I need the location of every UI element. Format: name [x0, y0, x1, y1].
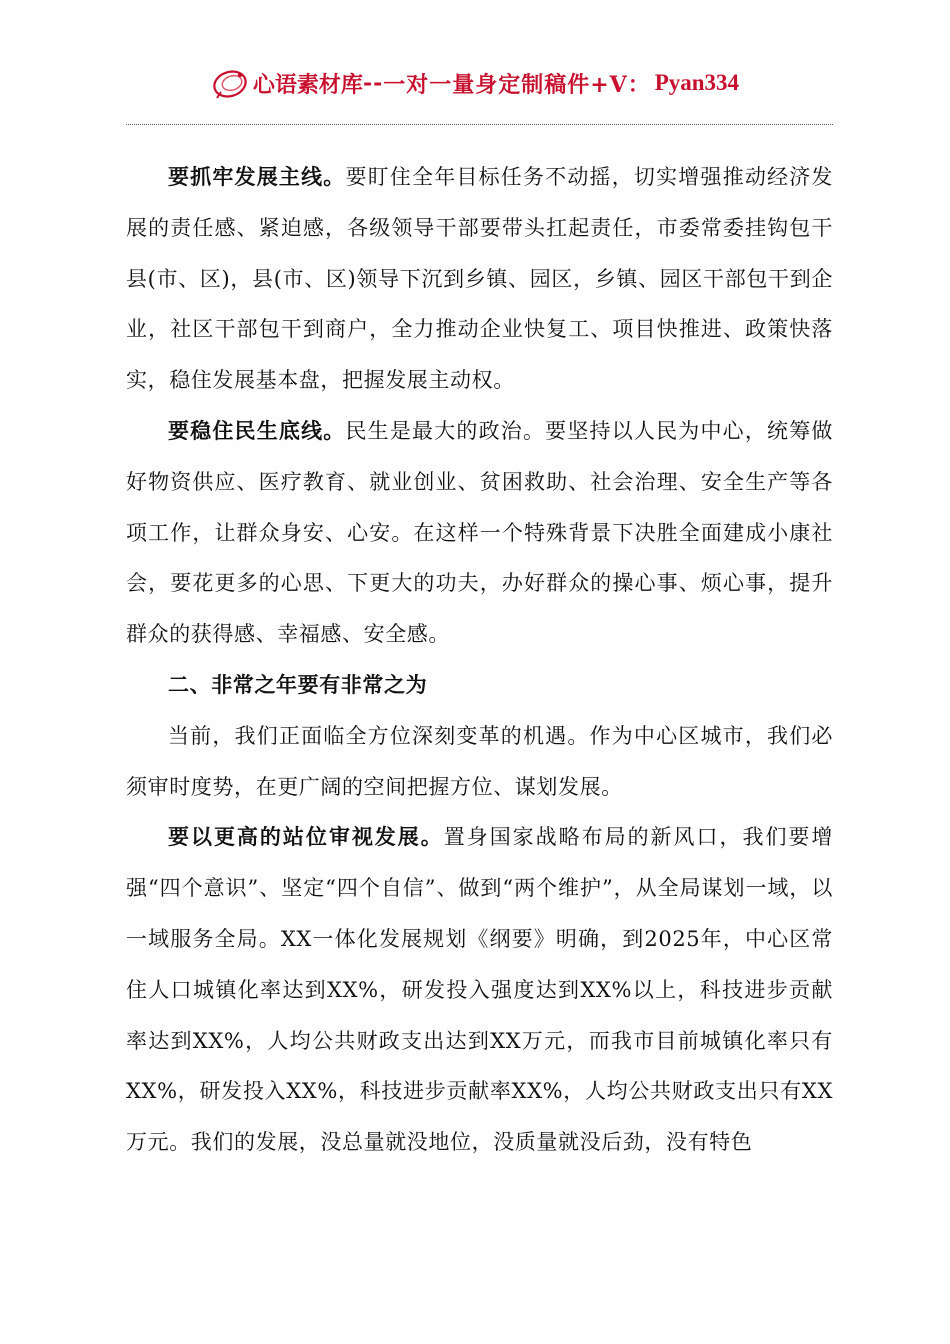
- paragraph-opportunity: [126, 711, 833, 813]
- paragraph-text: 民生是最大的政治。要坚持以人民为中心，统筹做好物资供应、医疗教育、就业创业、贫困救助、社会治理、安全生产等各项工作，让群众身安、心安。在这样一个特殊背景下决胜全面建成小康社会，要花更多的心思、下更大的功夫，办好群众的操心事、烦心事，提升群众的获得感、幸福感、安全感。: [126, 418, 833, 647]
- header-banner: [211, 66, 739, 100]
- header-divider: [126, 124, 833, 125]
- paragraph-higher-standpoint: [126, 812, 833, 1168]
- header-tagline: 一对一量身定制稿件+V：: [383, 71, 651, 98]
- document-body: [126, 152, 833, 1168]
- header-contact: Pyan334: [654, 70, 740, 95]
- paragraph-livelihood-bottomline: [126, 406, 833, 660]
- section-heading: 二、非常之年要有非常之为: [168, 671, 428, 697]
- header-separator: --: [362, 70, 384, 96]
- brand-logo-icon: [211, 66, 251, 100]
- paragraph-text: 要盯住全年目标任务不动摇，切实增强推动经济发展的责任感、紧迫感，各级领导干部要带头扛起责任，市委常委挂钩包干县(市、区)，县(市、区)领导下沉到乡镇、园区，乡镇、园区干部包干到企业，社区干部包干到商户，全力推动企业快复工、项目快推进、政策快落实，稳住发展基本盘，把握发展主动权。: [126, 165, 833, 393]
- paragraph-lead: 要抓牢发展主线。: [168, 164, 346, 189]
- paragraph-lead: 要以更高的站位审视发展。: [168, 824, 444, 850]
- paragraph-development-mainline: [126, 152, 833, 406]
- paragraph-lead: 要稳住民生底线。: [168, 417, 346, 443]
- page-header: [0, 58, 950, 108]
- paragraph-text: 置身国家战略布局的新风口，我们要增强“四个意识”、坚定“四个自信”、做到“两个维护”，从全局谋划一域，以一域服务全局。XX一体化发展规划《纲要》明确，到2025年，中心区常住人口城镇化率达到XX%，研发投入强度达到XX%以上，科技进步贡献率达到XX%，人均公共财政支出达到XX万元，而我市目前城镇化率只有XX%，研发投入XX%，科技进步贡献率XX%，人均公共财政支出只有XX万元。我们的发展，没总量就没地位，没质量就没后劲，没有特色: [126, 825, 834, 1155]
- paragraph-text: 当前，我们正面临全方位深刻变革的机遇。作为中心区城市，我们必须审时度势，在更广阔的空间把握方位、谋划发展。: [126, 723, 833, 799]
- brand-name: 心语素材库: [252, 72, 363, 98]
